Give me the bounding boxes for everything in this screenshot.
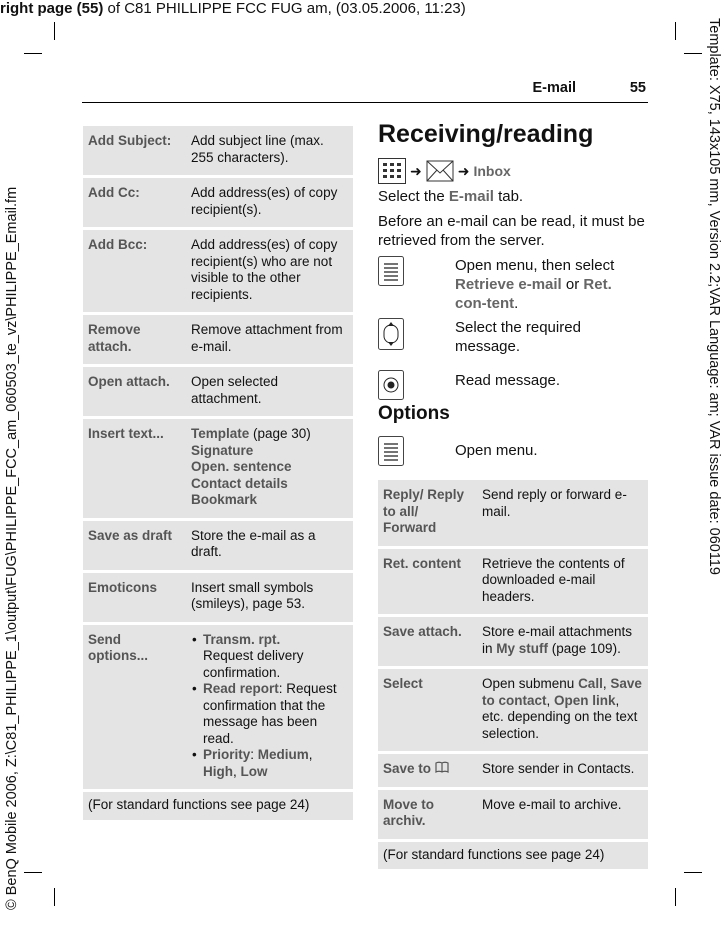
bullet-text: : Request confirmation that the message has been read. [203,681,337,746]
option-value: Add address(es) of copy recipient(s). [186,178,353,227]
step-text: Select the required message. [455,319,581,355]
bullet-label: Read report [203,681,279,696]
priority-high: High [203,763,233,779]
text: Open menu, then select [455,257,615,274]
option-value [477,669,648,751]
crop-mark [54,888,55,906]
print-header [0,0,466,17]
template-label: Template [191,426,250,441]
bullet-sep: , [233,763,241,779]
bullet-item [203,632,347,682]
bullet-text: Request delivery confirmation. [203,648,304,680]
call-label: Call [578,676,603,691]
option-key: Add Cc: [83,178,186,227]
table-row [83,178,353,227]
inbox-options-table [378,477,648,872]
section-heading: Receiving/reading [378,120,594,148]
text: or [561,276,584,293]
step-select-message [378,318,648,358]
text: , etc. depending on the text selection. [482,692,638,741]
inbox-label: Inbox [473,163,511,179]
table-row [83,367,353,416]
table-row [378,617,648,666]
option-value: Open selected attachment. [186,367,353,416]
envelope-icon [426,159,454,183]
table-footer-row [378,842,648,870]
option-key: Open attach. [83,367,186,416]
print-header-rest: of C81 PHILLIPPE FCC FUG am, (03.05.2006, 11:23) [103,0,466,17]
menu-grid-icon [378,158,406,184]
retrieve-note: Before an e-mail can be read, it must be retrieved from the server. [378,213,645,249]
navigation-key-icon [378,318,404,350]
select-instruction [378,187,523,206]
step-open-menu [378,436,648,468]
table-row [83,230,353,312]
crop-mark [684,872,702,873]
table-footer: (For standard functions see page 24) [83,792,353,820]
option-key: Remove attach. [83,315,186,364]
table-row [83,573,353,622]
option-key: Move to archiv. [378,790,477,839]
option-value: Move e-mail to archive. [477,790,648,839]
table-row [378,480,648,546]
insert-item: Signature [191,442,254,458]
text: Open submenu [482,676,579,691]
options-heading: Options [378,403,450,424]
retrieve-option: Retrieve e-mail [455,276,562,293]
compose-options-table [83,123,353,823]
bullet-item [203,747,347,780]
arrow-icon: ➜ [410,162,422,179]
option-key: Send options... [83,625,186,790]
center-key-icon [378,370,404,400]
crop-mark [24,872,42,873]
table-row [83,521,353,570]
table-row [378,549,648,615]
option-value: Add subject line (max. 255 characters). [186,126,353,175]
menu-softkey-icon [378,256,404,286]
bullet-sep: , [308,747,313,762]
crop-mark [54,22,55,40]
bullet-label: Transm. rpt. [203,631,281,647]
option-value: Store the e-mail as a draft. [186,521,353,570]
text: Store e-mail attachments in [482,624,633,656]
option-key: Save attach. [378,617,477,666]
insert-item: Contact details [191,475,288,491]
option-value: Add address(es) of copy recipient(s) who are not visible to the other recipients. [186,230,353,312]
option-key: Reply/ Reply to all/ Forward [378,480,477,546]
step-text: Read message. [455,372,561,389]
option-key: Insert text... [83,419,186,518]
option-value: Retrieve the contents of downloaded e-mail headers. [477,549,648,615]
step-open-menu-retrieve [378,256,648,312]
text: , [602,676,611,691]
step-text: Open menu. [455,442,538,459]
option-key: Select [378,669,477,751]
option-value: Send reply or forward e-mail. [477,480,648,546]
bullet-label: Priority [203,747,251,762]
option-key: Add Bcc: [83,230,186,312]
print-header-page: right page (55) [0,0,104,17]
table-row [378,754,648,787]
side-copyright: © BenQ Mobile 2006, Z:\C81_PHILIPPE_1\output\FUG\PHILIPPE_FCC_am_060503_te_vz\PHILIPPE_Email.fm [4,186,20,910]
option-value: Store sender in Contacts. [477,754,648,787]
contacts-book-icon [435,761,449,773]
page-number: 55 [629,80,646,96]
section-title: E-mail [532,80,576,96]
insert-item: Open. sentence [191,459,292,474]
menu-path [378,158,511,184]
save-to-label: Save to [383,761,432,776]
text: , [546,692,555,708]
option-value: Insert small symbols (smileys), page 53. [186,573,353,622]
table-row [83,419,353,518]
crop-mark [684,53,702,54]
bullet-item [203,681,347,747]
page-header [82,80,648,103]
crop-mark [675,888,676,906]
template-ref: (page 30) [249,426,311,441]
option-value [186,419,353,518]
option-key: Add Subject: [83,126,186,175]
option-key [378,754,477,787]
table-footer-row [83,792,353,820]
crop-mark [24,53,42,54]
option-value: Remove attachment from e-mail. [186,315,353,364]
save-to-contact-label: Save to contact [482,676,642,708]
arrow-icon: ➜ [457,162,470,179]
option-key: Ret. content [378,549,477,615]
crop-mark [675,22,676,40]
table-row [83,625,353,790]
text: . [514,295,519,312]
table-footer: (For standard functions see page 24) [378,842,648,870]
option-value [186,625,353,790]
option-key: Emoticons [83,573,186,622]
open-link-label: Open link [554,692,616,708]
option-value [477,617,648,666]
table-row [83,315,353,364]
text: (page 109). [548,640,621,656]
side-template-info: Template: X75, 143x105 mm, Version 2.2;VAR Language: am; VAR issue date: 060119 [706,18,722,575]
text: Select the [378,188,449,205]
insert-item: Bookmark [191,492,258,507]
ret-content-option: Ret. con-tent [455,276,612,312]
priority-low: Low [240,763,268,779]
table-row [378,669,648,751]
table-row [83,126,353,175]
email-tab-label: E-mail [448,188,494,205]
table-row [378,790,648,839]
menu-softkey-icon [378,436,404,466]
step-read-message [378,370,648,402]
priority-medium: Medium [257,747,309,762]
my-stuff-label: My stuff [496,640,549,656]
text: tab. [493,188,524,205]
bullet-sep: : [250,747,258,762]
step-text [455,256,645,313]
option-key: Save as draft [83,521,186,570]
